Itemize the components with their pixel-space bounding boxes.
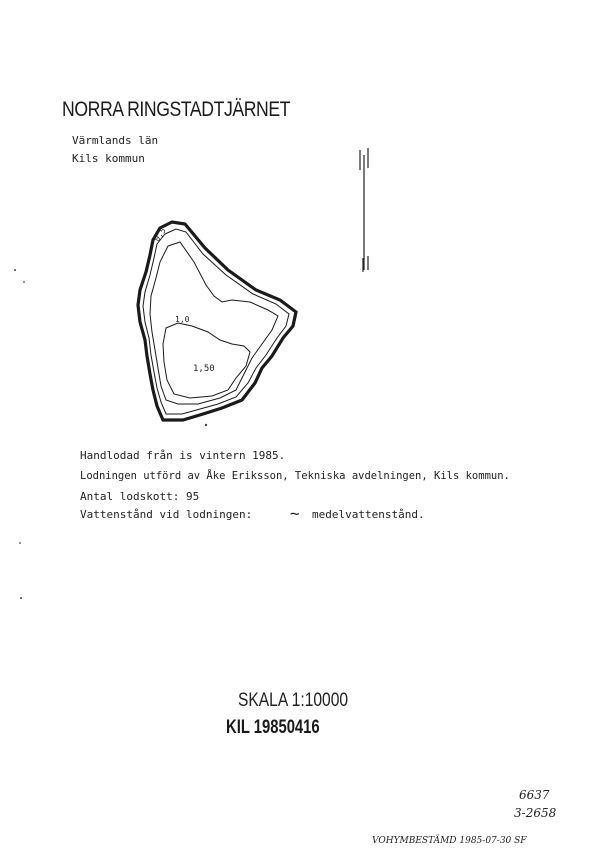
map-scale: SKALA 1:10000 (238, 690, 349, 711)
note-line-4-value: medelvattenstånd. (312, 508, 425, 521)
county-label: Värmlands län (72, 134, 159, 147)
volume-stamp: VOHYMBESTÄMD 1985-07-30 SF (372, 836, 527, 846)
depth-label-1-5: 1,50 (193, 364, 215, 374)
approx-symbol: ~ (290, 504, 300, 523)
depth-contour-1-0 (163, 323, 250, 398)
note-line-2: Lodningen utförd av Åke Eriksson, Tekniska avdelningen, Kils kommun. (80, 470, 510, 482)
shoreline (138, 222, 296, 420)
municipality-label: Kils kommun (72, 152, 145, 165)
depth-contour-0-5 (150, 242, 278, 404)
reference-number-1: 6637 (519, 788, 550, 802)
north-arrow-icon (360, 148, 368, 272)
note-line-1: Handlodad från is vintern 1985. (80, 449, 286, 462)
reference-number-2: 3-2658 (514, 806, 557, 820)
depth-label-1-0: 1,0 (175, 315, 190, 324)
lake-title: NORRA RINGSTADTJÄRNET (62, 98, 291, 121)
note-line-3: Antal lodskott: 95 (80, 490, 200, 503)
note-line-4-label: Vattenstånd vid lodningen: (80, 508, 253, 521)
map-code: KIL 19850416 (226, 717, 320, 738)
depth-label-0-5: 0,5 (152, 226, 168, 244)
